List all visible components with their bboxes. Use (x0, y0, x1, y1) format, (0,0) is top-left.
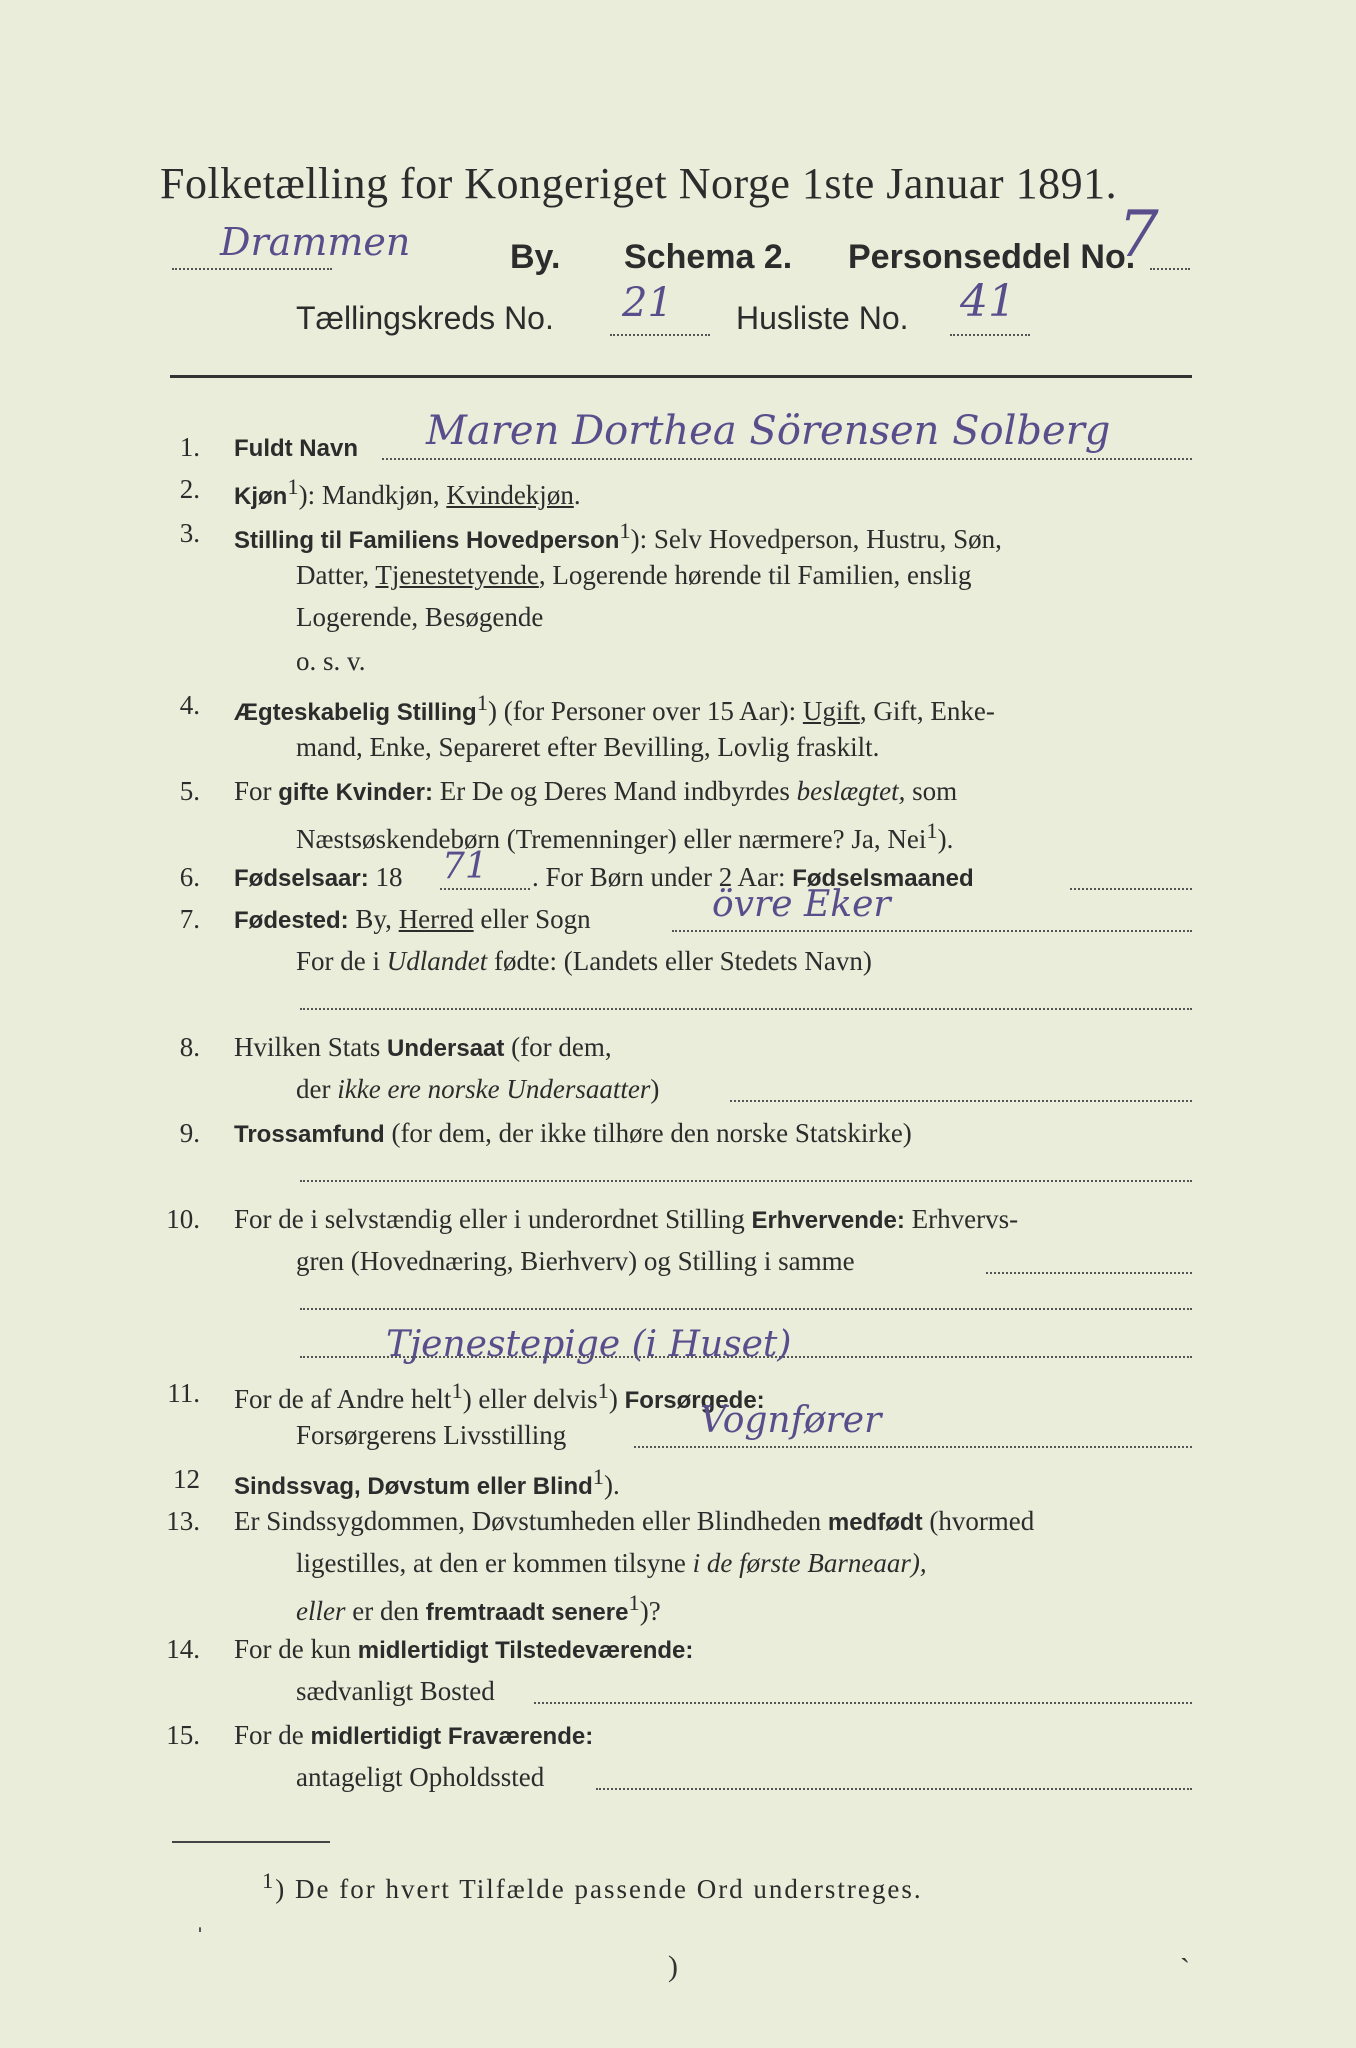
citizenship-italic: ikke ere norske Undersaatter (337, 1074, 651, 1104)
birth-year-answer: 71 (442, 846, 488, 887)
family-position-row-2 (296, 560, 971, 591)
occupation-answer: Tjenestepige (i Huset) (386, 1324, 792, 1365)
form-title: Folketælling for Kongeriget Norge 1ste Januar 1891. (160, 159, 1118, 208)
item-number-5: 5. (179, 776, 200, 806)
occupation-label: Erhvervende: (751, 1207, 905, 1234)
disability-end: ). (604, 1470, 620, 1500)
married-women-footnote-mark: 1 (926, 818, 938, 843)
schema-label: Schema 2. (624, 238, 793, 276)
religion-text: (for dem, der ikke tilhøre den norske Statskirke) (384, 1118, 912, 1148)
birthplace-answer: övre Eker (712, 884, 891, 925)
married-women-label: gifte Kvinder: (278, 779, 433, 806)
item-number-8: 8. (179, 1032, 200, 1062)
married-women-text-a: For (234, 776, 279, 806)
occupation-dotted-line-1 (986, 1272, 1192, 1274)
married-women-italic: beslægtet, (796, 776, 906, 806)
personseddel-number: 7 (1118, 198, 1159, 272)
provider-dotted-line (634, 1446, 1192, 1448)
item-number-6: 6. (179, 862, 200, 892)
religion-row (234, 1118, 912, 1149)
full-name-row (234, 432, 358, 463)
dependent-footnote-mark-2: 1 (597, 1378, 609, 1403)
marital-status-row-1 (234, 690, 995, 727)
by-label: By. (510, 238, 561, 276)
married-women-question: Næstsøskendebørn (Tremenninger) eller nærmere? Ja, Nei (296, 824, 927, 854)
congenital-label: medfødt (827, 1509, 923, 1536)
citizenship-row-2 (296, 1074, 659, 1105)
disability-row (234, 1464, 620, 1501)
family-position-selected-option: Tjenestetyende (375, 560, 539, 590)
taellingskreds-label: Tællingskreds No. (296, 300, 554, 336)
congenital-end: )? (639, 1596, 661, 1626)
occupation-dotted-line-2 (300, 1308, 1192, 1310)
dependent-text-b: ) eller delvis (462, 1384, 598, 1414)
occupation-dotted-line-3 (300, 1356, 1192, 1358)
city-dotted-line (172, 268, 332, 270)
birthplace-row-1 (234, 904, 591, 935)
congenital-italic: i de første Barneaar), (692, 1548, 927, 1578)
temporary-present-row-2: sædvanligt Bosted (296, 1676, 495, 1706)
marital-status-row-2: mand, Enke, Separeret efter Bevilling, Lovlig fraskilt. (296, 732, 880, 762)
city-handwritten: Drammen (220, 220, 411, 264)
occupation-text-a: For de i selvstændig eller i underordnet Stilling (234, 1204, 752, 1234)
birth-year-label: Fødselsaar: (234, 865, 369, 892)
married-women-row-2 (296, 818, 953, 855)
citizenship-text-c: der (296, 1074, 338, 1104)
husliste-number: 41 (960, 276, 1016, 327)
disability-label: Sindssvag, Døvstum eller Blind (234, 1473, 593, 1500)
congenital-text-b: (hvormed (922, 1506, 1035, 1536)
temporary-present-text: For de kun (234, 1634, 358, 1664)
footnote-rule (172, 1841, 330, 1843)
provider-answer: Vognfører (700, 1400, 882, 1441)
congenital-row-1 (234, 1506, 1034, 1537)
birthplace-abroad-text-a: For de i (296, 946, 387, 976)
dependent-text-a: For de af Andre helt (234, 1384, 452, 1414)
married-women-text-b: Er De og Deres Mand indbyrdes (432, 776, 797, 806)
dependent-footnote-mark-1: 1 (451, 1378, 463, 1403)
item-number-4: 4. (179, 690, 200, 720)
full-name-label: Fuldt Navn (234, 435, 358, 462)
congenital-text-c: ligestilles, at den er kommen tilsyne (296, 1548, 693, 1578)
footnote (262, 1868, 923, 1905)
temporary-absent-text: For de (234, 1720, 311, 1750)
gender-text-c: . (573, 480, 581, 510)
taellingskreds-number: 21 (622, 280, 673, 326)
birth-year-row (234, 862, 402, 893)
birth-month-label: Fødselsmaaned (792, 865, 974, 892)
full-name-answer: Maren Dorthea Sörensen Solberg (426, 408, 1111, 454)
family-position-row-3: Logerende, Besøgende (296, 602, 544, 632)
congenital-text-a: Er Sindssygdommen, Døvstumheden eller Blindheden (234, 1506, 828, 1536)
full-name-dotted-line (382, 458, 1192, 460)
taellingskreds-dotted-line (610, 334, 710, 336)
congenital-row-2 (296, 1548, 927, 1579)
gender-selected-option: Kvindekjøn (446, 480, 574, 510)
marital-text-a: ) (for Personer over 15 Aar): (487, 696, 803, 726)
birth-month-dotted-line (1070, 888, 1192, 890)
stray-mark-center: ) (668, 1950, 678, 1983)
temporary-absent-row-1 (234, 1720, 593, 1751)
item-number-7: 7. (179, 904, 200, 934)
congenital-text-d: er den (345, 1596, 426, 1626)
marital-selected-option: Ugift (802, 696, 860, 726)
birth-year-dotted-line (440, 888, 530, 890)
citizenship-text-a: Hvilken Stats (234, 1032, 387, 1062)
item-number-13: 13. (166, 1506, 200, 1536)
item-number-12: 12 (173, 1464, 200, 1494)
birthplace-selected-option: Herred (398, 904, 474, 934)
personseddel-label: Personseddel No. (848, 238, 1136, 276)
husliste-label: Husliste No. (736, 300, 909, 336)
occupation-text-b: Erhvervs- (904, 1204, 1019, 1234)
dependent-label: Forsørgede: (624, 1387, 765, 1414)
marital-status-label: Ægteskabelig Stilling (234, 699, 477, 726)
husliste-dotted-line (950, 334, 1030, 336)
gender-row (234, 474, 581, 511)
item-number-1: 1. (179, 432, 200, 462)
temporary-present-row-1 (234, 1634, 693, 1665)
temporary-absent-label: midlertidigt Fraværende: (310, 1723, 594, 1750)
item-number-3: 3. (179, 518, 200, 548)
congenital-footnote-mark: 1 (628, 1590, 640, 1615)
stray-mark-right: ˎ (1180, 1930, 1190, 1963)
item-number-10: 10. (166, 1204, 200, 1234)
family-position-text-a: Datter, (296, 560, 376, 590)
temporary-absent-row-2: antageligt Opholdssted (296, 1762, 545, 1792)
family-position-footnote-mark: 1 (619, 518, 631, 543)
birth-month-text: . For Børn under 2 Aar: (532, 862, 793, 892)
congenital-row-3 (296, 1590, 661, 1627)
usual-residence-dotted-line (534, 1702, 1192, 1704)
dependent-row-2: Forsørgerens Livsstilling (296, 1420, 567, 1450)
birthplace-abroad-text-b: fødte: (Landets eller Stedets Navn) (487, 946, 872, 976)
birthplace-label: Fødested: (234, 907, 349, 934)
birthplace-abroad-dotted-line (300, 1008, 1192, 1010)
footnote-text: ) De for hvert Tilfælde passende Ord understreges. (275, 1874, 923, 1904)
item-number-9: 9. (179, 1118, 200, 1148)
birthplace-row-2 (296, 946, 872, 977)
married-women-end: ). (937, 824, 954, 854)
dependent-row-1 (234, 1378, 765, 1415)
item-number-11: 11. (167, 1378, 200, 1408)
marital-text-c: , Gift, Enke- (859, 696, 995, 726)
family-position-text-c: , Logerende hørende til Familien, enslig (538, 560, 972, 590)
gender-text-a: ): Mandkjøn, (298, 480, 447, 510)
gender-label: Kjøn (234, 483, 288, 510)
birthplace-dotted-line (672, 930, 1192, 932)
birth-year-prefix: 18 (368, 862, 403, 892)
citizenship-text-b: (for dem, (504, 1032, 612, 1062)
married-women-text-c: som (905, 776, 958, 806)
congenital-italic-eller: eller (296, 1596, 346, 1626)
temporary-present-label: midlertidigt Tilstedeværende: (357, 1637, 694, 1664)
personseddel-dotted-line (1150, 268, 1190, 270)
birthplace-text-a: By, (348, 904, 399, 934)
item-number-2: 2. (179, 474, 200, 504)
occupation-row-1 (234, 1204, 1018, 1235)
family-position-row-1 (234, 518, 1002, 555)
family-position-options-1: ): Selv Hovedperson, Hustru, Søn, (630, 524, 1002, 554)
religion-label: Trossamfund (234, 1121, 385, 1148)
header-rule (170, 375, 1192, 378)
stray-mark-left: ˈ (195, 1922, 205, 1955)
citizenship-row-1 (234, 1032, 612, 1063)
family-position-label: Stilling til Familiens Hovedperson (234, 527, 620, 554)
later-onset-label: fremtraadt senere (425, 1599, 629, 1626)
family-position-row-4: o. s. v. (296, 646, 366, 676)
birthplace-abroad-italic: Udlandet (386, 946, 488, 976)
residence-dotted-line (596, 1788, 1192, 1790)
footnote-mark: 1 (262, 1868, 276, 1893)
citizenship-dotted-line (730, 1100, 1192, 1102)
marital-footnote-mark: 1 (476, 690, 488, 715)
birthplace-text-c: eller Sogn (473, 904, 591, 934)
occupation-row-2: gren (Hovednæring, Bierhverv) og Stilling i samme (296, 1246, 855, 1276)
religion-dotted-line (300, 1180, 1192, 1182)
item-number-14: 14. (166, 1634, 200, 1664)
citizenship-text-d: ) (650, 1074, 660, 1104)
dependent-text-c: ) (608, 1384, 625, 1414)
married-women-row-1 (234, 776, 957, 807)
citizenship-label: Undersaat (387, 1035, 505, 1062)
item-number-15: 15. (166, 1720, 200, 1750)
gender-footnote-mark: 1 (287, 474, 299, 499)
disability-footnote-mark: 1 (592, 1464, 605, 1489)
